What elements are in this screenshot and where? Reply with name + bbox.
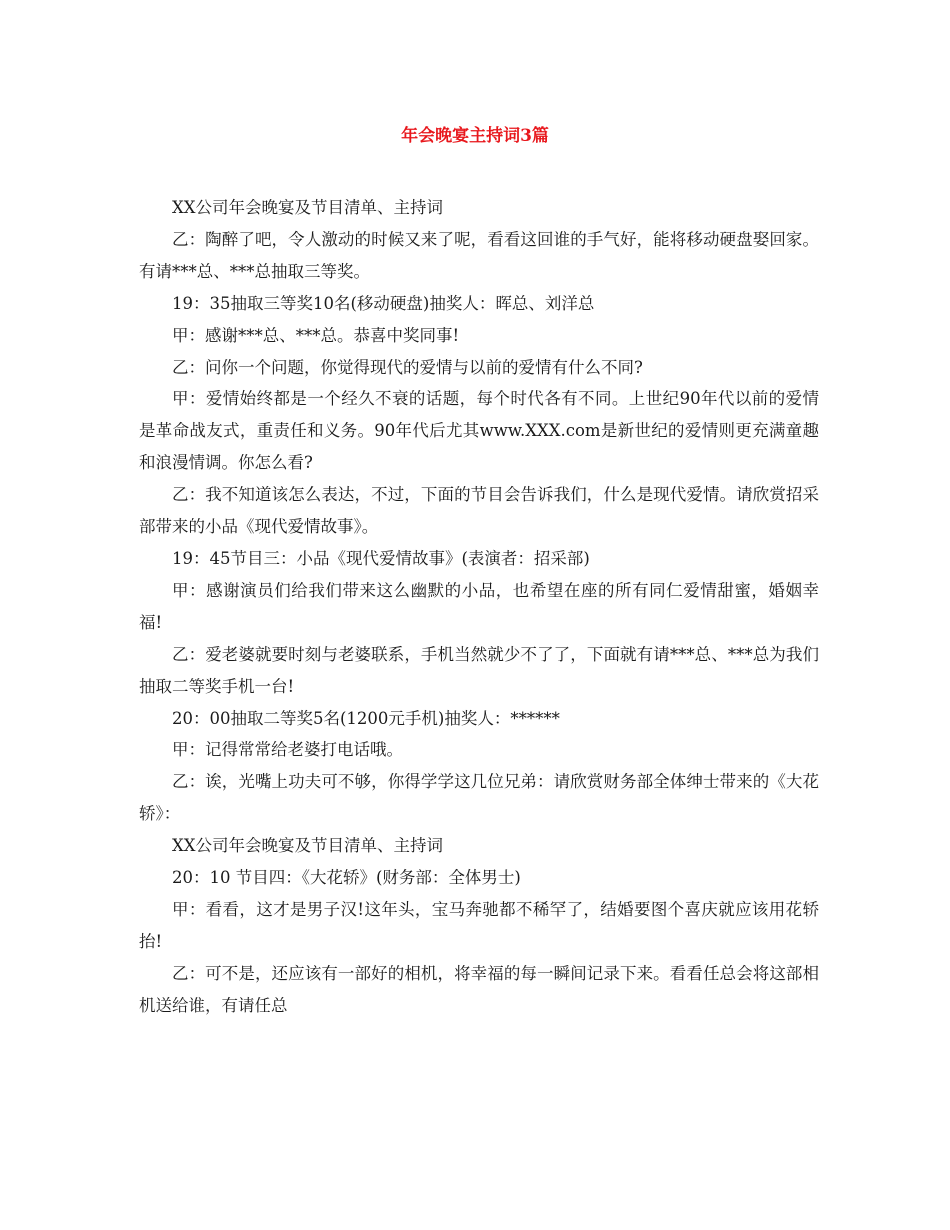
paragraph: 甲：看看，这才是男子汉!这年头，宝马奔驰都不稀罕了，结婚要图个喜庆就应该用花轿抬!: [139, 899, 819, 951]
paragraph: 乙：陶醉了吧，令人激动的时候又来了呢，看看这回谁的手气好，能将移动硬盘娶回家。有请***总、***总抽取三等奖。: [139, 229, 819, 281]
document-title: 年会晚宴主持词3篇: [401, 126, 549, 146]
paragraph: 20：00抽取二等奖5名(1200元手机)抽奖人：******: [172, 708, 560, 728]
paragraph: 乙：可不是，还应该有一部好的相机，将幸福的每一瞬间记录下来。看看任总会将这部相机送给谁，有请任总: [139, 963, 819, 1015]
paragraph: 20：10 节目四：《大花轿》(财务部：全体男士): [172, 868, 521, 888]
paragraph: XX公司年会晚宴及节目清单、主持词: [172, 198, 443, 217]
paragraph: 乙：诶，光嘴上功夫可不够，你得学学这几位兄弟：请欣赏财务部全体绅士带来的《大花轿》：: [139, 772, 819, 824]
paragraph: 乙：问你一个问题，你觉得现代的爱情与以前的爱情有什么不同?: [172, 357, 643, 377]
paragraph: 甲：感谢演员们给我们带来这么幽默的小品，也希望在座的所有同仁爱情甜蜜，婚姻幸福!: [139, 580, 819, 632]
paragraph: 乙：我不知道该怎么表达，不过，下面的节目会告诉我们，什么是现代爱情。请欣赏招采部带来的小品《现代爱情故事》。: [139, 485, 819, 537]
paragraph: 甲：记得常常给老婆打电话哦。: [172, 740, 403, 760]
paragraph: 19：45节目三：小品《现代爱情故事》(表演者：招采部): [172, 548, 590, 568]
paragraph: 19：35抽取三等奖10名(移动硬盘)抽奖人：晖总、刘洋总: [172, 293, 595, 313]
paragraph: 甲：感谢***总、***总。恭喜中奖同事!: [172, 325, 460, 345]
paragraph: 乙：爱老婆就要时刻与老婆联系，手机当然就少不了了，下面就有请***总、***总为我们抽取二等奖手机一台!: [139, 644, 819, 696]
paragraph: XX公司年会晚宴及节目清单、主持词: [172, 836, 443, 856]
document-body: [139, 192, 819, 1022]
paragraph: 甲：爱情始终都是一个经久不衰的话题，每个时代各有不同。上世纪90年代以前的爱情是革命战友式，重责任和义务。90年代后尤其www.XXX.com是新世纪的爱情则更充满童趣和浪漫情调。你怎么看?: [139, 389, 819, 473]
